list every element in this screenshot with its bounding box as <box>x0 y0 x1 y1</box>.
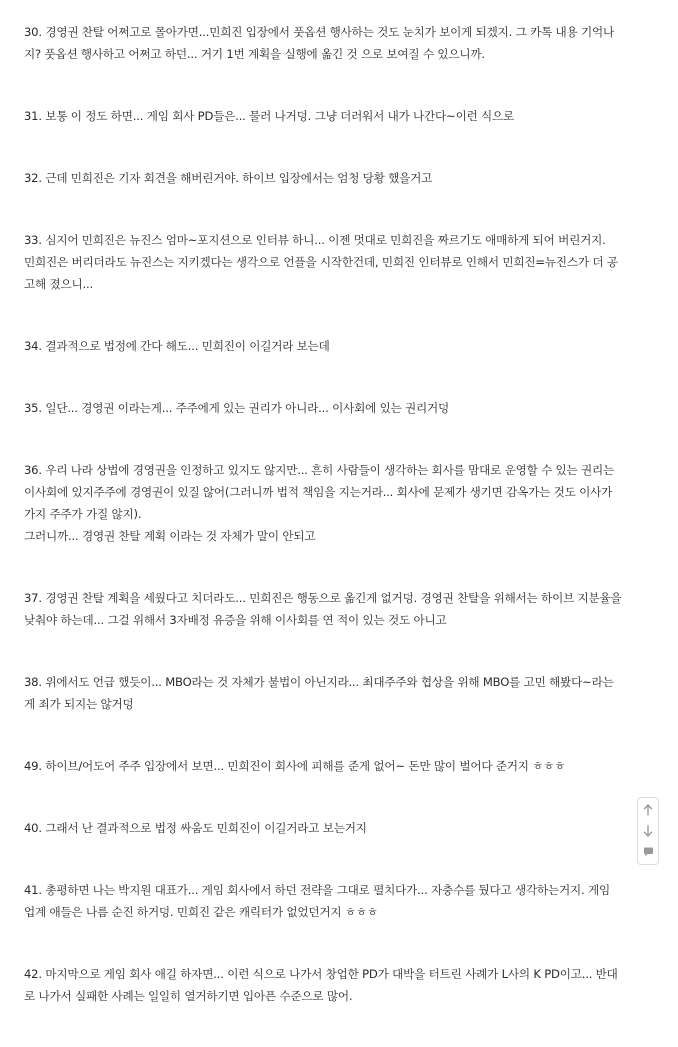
text-line: 49. 하이브/어도어 주주 입장에서 보면... 민희진이 회사에 피해를 준게 없어~ 돈만 많이 벌어다 준거지 ㅎㅎㅎ <box>24 759 566 773</box>
text-line: 지? 풋옵션 행사하고 어쩌고 하던... 거기 1번 계획을 실행에 옮긴 것 으로 보여질 수 있으니까. <box>24 47 485 61</box>
arrow-down-icon <box>643 825 653 837</box>
text-line: 로 나가서 실패한 사례는 일일히 열거하기면 입아픈 수준으로 많어. <box>24 989 353 1003</box>
paragraph-36 <box>24 459 624 547</box>
text-line: 31. 보통 이 정도 하면... 게임 회사 PD들은... 물러 나거덩. 그냥 더러워서 내가 나간다~이런 식으로 <box>24 109 515 123</box>
paragraph-42 <box>24 963 624 1007</box>
comment-button[interactable] <box>638 842 658 862</box>
text-line: 42. 마지막으로 게임 회사 애길 하자면... 이런 식으로 나가서 창업한 PD가 대박을 터트린 사례가 L사의 K PD이고... 반대 <box>24 967 618 981</box>
text-line: 게 죄가 되지는 않거덩 <box>24 697 134 711</box>
paragraph-32 <box>24 167 624 189</box>
text-line: 40. 그래서 난 결과적으로 법정 싸움도 민희진이 이길거라고 보는거지 <box>24 821 367 835</box>
text-line: 32. 근데 민희진은 기자 회견을 해버린거야. 하이브 입장에서는 엄청 당황 했을거고 <box>24 171 433 185</box>
text-line: 35. 일단... 경영권 이라는게... 주주에게 있는 권리가 아니라... 이사회에 있는 권리거덩 <box>24 401 450 415</box>
paragraph-33 <box>24 229 624 295</box>
text-line: 그러니까... 경영권 찬탈 계획 이라는 것 자체가 말이 안되고 <box>24 529 316 543</box>
floating-controls <box>637 797 659 865</box>
comment-icon <box>643 847 654 857</box>
text-line: 낮춰야 하는데... 그걸 위해서 3자배정 유증을 위해 이사회를 연 적이 있는 것도 아니고 <box>24 613 447 627</box>
paragraph-35 <box>24 397 624 419</box>
text-line: 33. 심지어 민희진은 뉴진스 엄마~포지션으로 인터뷰 하니... 이젠 멋대로 민희진을 짜르기도 애매하게 되어 버린거지. <box>24 233 606 247</box>
text-line: 38. 위에서도 언급 했듯이... MBO라는 것 자체가 불법이 아닌지라... 최대주주와 협상을 위해 MBO를 고민 해봤다~라는 <box>24 675 614 689</box>
text-line: 37. 경영권 찬탈 계획을 세웠다고 치더라도... 민희진은 행동으로 옮긴게 없거덩. 경영권 찬탈을 위해서는 하이브 지분율을 <box>24 591 622 605</box>
text-line: 고해 졌으니... <box>24 277 93 291</box>
arrow-up-icon <box>643 804 653 816</box>
text-line: 34. 결과적으로 법정에 간다 해도... 민희진이 이길거라 보는데 <box>24 339 330 353</box>
text-line: 이사회에 있지주주에 경영권이 있질 않어(그러니까 법적 책임을 지는거라... 회사에 문제가 생기면 감옥가는 것도 이사가 <box>24 485 613 499</box>
paragraph-40 <box>24 817 624 839</box>
paragraph-41 <box>24 879 624 923</box>
text-line: 민희진은 버리더라도 뉴진스는 지키겠다는 생각으로 언플을 시작한건데, 민희진 인터뷰로 인해서 민희진=뉴진스가 더 공 <box>24 255 618 269</box>
text-line: 41. 총평하면 나는 박지원 대표가... 게임 회사에서 하던 전략을 그대로 펼치다가... 자충수를 뒀다고 생각하는거지. 게임 <box>24 883 611 897</box>
paragraph-37 <box>24 587 624 631</box>
text-line: 가지 주주가 가질 않지). <box>24 507 142 521</box>
post-body <box>24 21 624 1047</box>
paragraph-49 <box>24 755 624 777</box>
text-line: 업계 애들은 나름 순진 하거덩. 민희진 같은 캐릭터가 없었던거지 ㅎㅎㅎ <box>24 905 378 919</box>
paragraph-31 <box>24 105 624 127</box>
paragraph-34 <box>24 335 624 357</box>
scroll-top-button[interactable] <box>638 800 658 820</box>
paragraph-38 <box>24 671 624 715</box>
text-line: 36. 우리 나라 상법에 경영권을 인정하고 있지도 않지만... 흔히 사람들이 생각하는 회사를 맘대로 운영할 수 있는 권리는 <box>24 463 615 477</box>
paragraph-30 <box>24 21 624 65</box>
text-line: 30. 경영권 찬탈 어쩌고로 몰아가면...민희진 입장에서 풋옵션 행사하는 것도 눈치가 보이게 되겠지. 그 카톡 내용 기억나 <box>24 25 615 39</box>
scroll-bottom-button[interactable] <box>638 821 658 841</box>
